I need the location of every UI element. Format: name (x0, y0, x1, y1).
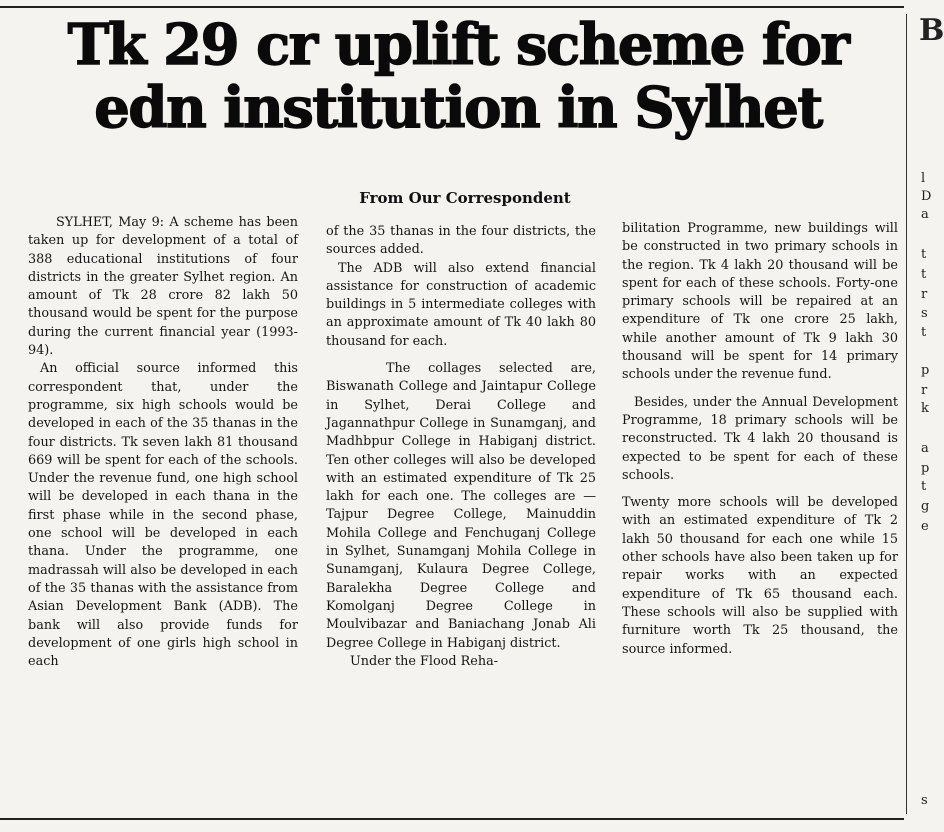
paragraph: of the 35 thanas in the four districts, the sources added. (326, 224, 596, 258)
paragraph: An official source informed this correspondent that, under the programme, six high schools would be developed in each of the 35 thanas in the four districts. Tk seven lakh 81 thousand 669 will be spent for each of the schools. Under the revenue fund, one high school will be developed in each thana in the first phase while in the second phase, one school will be developed in each thana. Under the programme, one madrassah will also be developed in each of the 35 thanas with the assistance from Asian Development Bank (ADB). The bank will also provide funds for development of one girls high school in each (28, 361, 298, 670)
article-column-1 (28, 214, 298, 671)
adjacent-letter: k (921, 401, 929, 416)
adjacent-letter: r (921, 383, 928, 398)
adjacent-letter: p (921, 461, 930, 476)
adjacent-column-fragment (917, 0, 944, 832)
adjacent-letter: t (921, 247, 927, 262)
headline (14, 14, 902, 140)
headline-line-1: Tk 29 cr uplift scheme for (67, 12, 849, 78)
adjacent-letter: a (921, 441, 929, 456)
adjacent-letter: r (921, 287, 928, 302)
paragraph: Under the Flood Reha- (350, 653, 499, 669)
adjacent-letter: p (921, 363, 930, 378)
article-column-2 (326, 223, 596, 671)
paragraph: Besides, under the Annual Development Programme, 18 primary schools will be reconstructed. Tk 4 lakh 20 thousand is expected to be spent for each of these schools. (622, 394, 898, 483)
top-rule (0, 6, 904, 8)
adjacent-letter: e (921, 519, 929, 534)
paragraph: bilitation Programme, new buildings will be constructed in two primary schools in the region. Tk 4 lakh 20 thousand will be spent for each of these schools. Forty-one primary schools will be repaired at an expenditure of Tk one crore 25 lakh, while another amount of Tk 9 lakh 30 thousand will be spent for 14 primary schools under the revenue fund. (622, 221, 898, 383)
adjacent-letter: D (921, 189, 932, 204)
bottom-rule (0, 818, 904, 820)
adjacent-letter: l (921, 171, 926, 186)
paragraph: The collages selected are, Biswanath College and Jaintapur College in Sylhet, Derai College and Jagannathpur College in Sunamganj, and Madhbpur College in Habiganj district. Ten other colleges will also be developed with an estimated expenditure of Tk 25 lakh for each one. The colleges are — Tajpur Degree College, Mainuddin Mohila College and Fenchuganj College in Sylhet, Sunamganj Mohila College in Sunamganj, Kulaura Degree College, Baralekha Degree College and Komolganj Degree College in Moulvibazar and Baniachang Jonab Ali Degree College in Habiganj district. (326, 361, 596, 651)
paragraph: Twenty more schools will be developed with an estimated expenditure of Tk 2 lakh 50 thousand for each one while 15 other schools have also been taken up for repair works with an expected expenditure of Tk 65 thousand each. These schools will also be supplied with furniture worth Tk 25 thousand, the source informed. (622, 495, 898, 657)
paragraph: SYLHET, May 9: A scheme has been taken up for development of a total of 388 educational institutions of four districts in the greater Sylhet region. An amount of Tk 28 crore 82 lakh 50 thousand would be spent for the purpose during the current financial year (1993-94). (28, 215, 298, 359)
article-column-3 (622, 220, 898, 659)
adjacent-letter: t (921, 479, 927, 494)
adjacent-letter: t (921, 267, 927, 282)
adjacent-letter: g (921, 499, 930, 514)
headline-line-2: edn institution in Sylhet (94, 75, 822, 141)
column-divider (906, 14, 907, 814)
adjacent-letter: s (921, 306, 928, 321)
adjacent-letter: a (921, 207, 929, 222)
adjacent-letter: t (921, 325, 927, 340)
adjacent-letter: B (919, 13, 944, 48)
byline: From Our Correspondent (359, 189, 571, 207)
paragraph: The ADB will also extend financial assistance for construction of academic buildings in 5 intermediate colleges with an approximate amount of Tk 40 lakh 80 thousand for each. (326, 260, 596, 349)
adjacent-letter: s (921, 793, 928, 808)
